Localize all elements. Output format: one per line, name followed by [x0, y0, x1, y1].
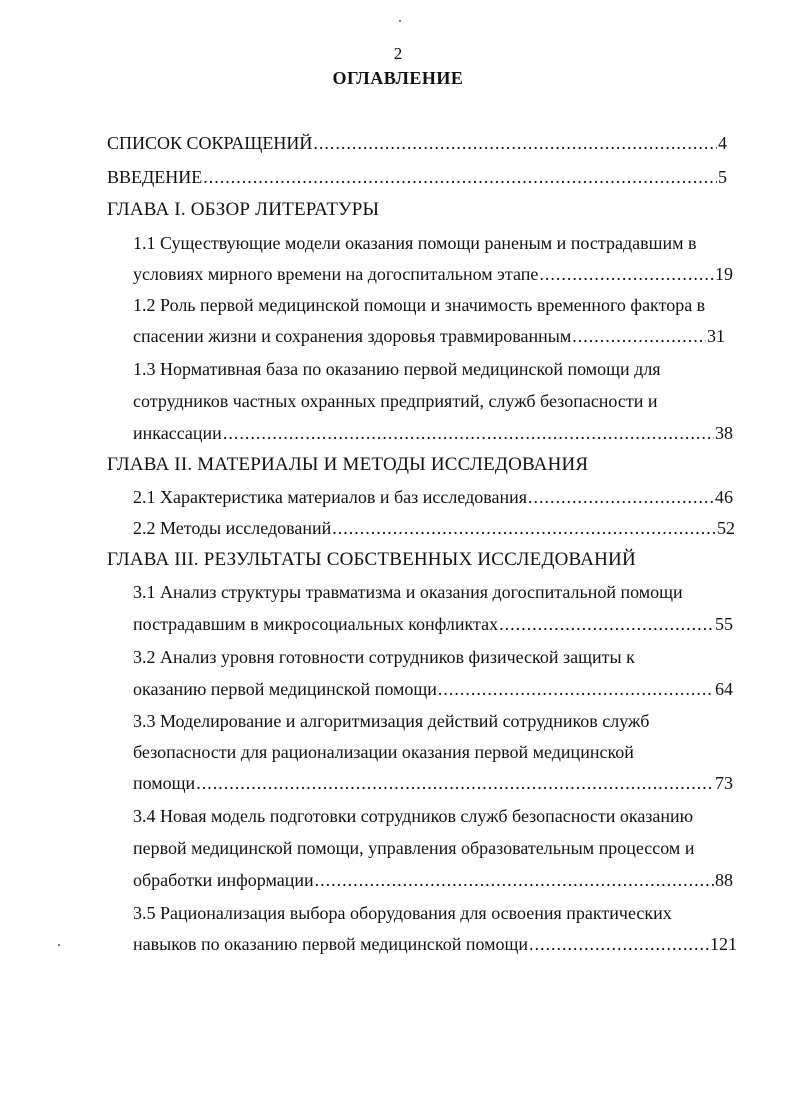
- dot-leader: [315, 868, 714, 892]
- toc-page-number: 5: [718, 167, 727, 187]
- toc-chapter-3-title[interactable]: ГЛАВА III. РЕЗУЛЬТАТЫ СОБСТВЕННЫХ ИССЛЕДОВАНИЙ: [107, 549, 636, 570]
- toc-entry-1-2-line1[interactable]: 1.2 Роль первой медицинской помощи и значимость временного фактора в: [133, 295, 706, 315]
- dot-leader: [528, 485, 714, 509]
- toc-entry-3-4-line2[interactable]: первой медицинской помощи, управления образовательным процессом и: [133, 838, 695, 858]
- toc-entry-3-5-line1[interactable]: 3.5 Рационализация выбора оборудования для освоения практических: [133, 903, 672, 923]
- toc-page-number: 88: [715, 870, 733, 890]
- toc-entry-text: ВВЕДЕНИЕ: [107, 167, 203, 187]
- toc-entry-text: условиях мирного времени на догоспитальном этапе: [133, 264, 539, 284]
- toc-page-number: 73: [715, 773, 733, 793]
- toc-entry-introduction[interactable]: [107, 165, 727, 189]
- dot-leader: [572, 324, 706, 348]
- dot-leader: [332, 516, 716, 540]
- toc-entry-text: навыков по оказанию первой медицинской помощи: [133, 934, 529, 954]
- toc-entry-1-1-line1[interactable]: 1.1 Существующие модели оказания помощи раненым и пострадавшим в: [133, 233, 697, 253]
- toc-page-number: 55: [715, 614, 733, 634]
- toc-entry-text: обработки информации: [133, 870, 314, 890]
- toc-entry-1-3[interactable]: [133, 421, 733, 445]
- toc-entry-3-2[interactable]: [133, 677, 733, 701]
- toc-entry-1-1[interactable]: [133, 262, 733, 286]
- toc-entry-abbreviations[interactable]: [107, 131, 727, 155]
- dot-leader: [529, 932, 709, 956]
- toc-page-number: 46: [715, 487, 733, 507]
- toc-page-number: 64: [715, 679, 733, 699]
- dot-leader: [539, 262, 714, 286]
- toc-page-number: 121: [710, 934, 737, 954]
- toc-entry-text: помощи: [133, 773, 196, 793]
- dot-leader: [499, 612, 714, 636]
- toc-entry-3-4-line1[interactable]: 3.4 Новая модель подготовки сотрудников служб безопасности оказанию: [133, 806, 694, 826]
- dot-leader: [196, 771, 714, 795]
- toc-entry-3-1[interactable]: [133, 612, 733, 636]
- toc-entry-1-2[interactable]: [133, 324, 725, 348]
- dot-leader: [438, 677, 714, 701]
- toc-entry-3-3-line2[interactable]: безопасности для рационализации оказания первой медицинской: [133, 742, 634, 762]
- dot-leader: [223, 421, 714, 445]
- toc-entry-1-3-line1[interactable]: 1.3 Нормативная база по оказанию первой медицинской помощи для: [133, 359, 661, 379]
- toc-entry-text: СПИСОК СОКРАЩЕНИЙ: [107, 133, 313, 153]
- toc-page-number: 31: [707, 326, 725, 346]
- toc-page-number: 19: [715, 264, 733, 284]
- toc-entry-text: инкассации: [133, 423, 222, 443]
- toc-chapter-1-title[interactable]: ГЛАВА I. ОБЗОР ЛИТЕРАТУРЫ: [107, 199, 380, 220]
- toc-entry-2-2[interactable]: [133, 516, 735, 540]
- scan-speck: [399, 20, 401, 22]
- toc-entry-text: оказанию первой медицинской помощи: [133, 679, 437, 699]
- toc-entry-3-3-line1[interactable]: 3.3 Моделирование и алгоритмизация действий сотрудников служб: [133, 711, 650, 731]
- toc-entry-3-2-line1[interactable]: 3.2 Анализ уровня готовности сотрудников физической защиты к: [133, 647, 635, 667]
- toc-page-number: 38: [715, 423, 733, 443]
- dot-leader: [313, 131, 717, 155]
- page-number: 2: [393, 44, 403, 63]
- toc-entry-text: 2.1 Характеристика материалов и баз исследования: [133, 487, 528, 507]
- dot-leader: [203, 165, 717, 189]
- page-title: ОГЛАВЛЕНИЕ: [332, 68, 464, 88]
- toc-entry-text: спасении жизни и сохранения здоровья травмированным: [133, 326, 572, 346]
- toc-entry-3-4[interactable]: [133, 868, 733, 892]
- toc-page-number: 4: [718, 133, 727, 153]
- toc-entry-1-3-line2[interactable]: сотрудников частных охранных предприятий, служб безопасности и: [133, 391, 658, 411]
- toc-entry-3-5[interactable]: [133, 932, 737, 956]
- scan-speck: [58, 944, 60, 946]
- toc-entry-text: пострадавшим в микросоциальных конфликтах: [133, 614, 499, 634]
- toc-entry-3-3[interactable]: [133, 771, 733, 795]
- toc-entry-3-1-line1[interactable]: 3.1 Анализ структуры травматизма и оказания догоспитальной помощи: [133, 582, 683, 602]
- toc-page-number: 52: [717, 518, 735, 538]
- toc-entry-text: 2.2 Методы исследований: [133, 518, 332, 538]
- toc-entry-2-1[interactable]: [133, 485, 733, 509]
- toc-chapter-2-title[interactable]: ГЛАВА II. МАТЕРИАЛЫ И МЕТОДЫ ИССЛЕДОВАНИЯ: [107, 454, 589, 475]
